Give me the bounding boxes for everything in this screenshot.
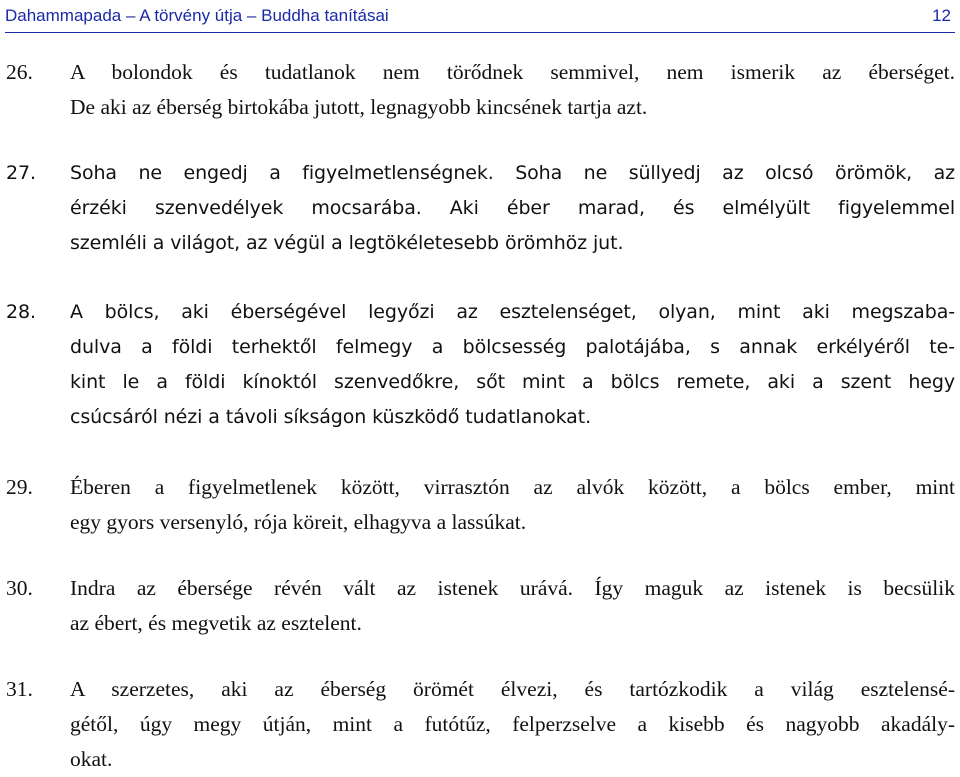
- verse-number: 30.: [6, 576, 33, 600]
- verse-line: Indra az ébersége révén vált az istenek urává. Így maguk az istenek is becsülik: [70, 576, 955, 600]
- verse-29: [6, 470, 955, 540]
- verse-30: [6, 571, 955, 641]
- verse-number: 29.: [6, 475, 33, 499]
- verse-text: [70, 571, 955, 641]
- verse-line: A bolondok és tudatlanok nem törődnek semmivel, nem ismerik az éberséget.: [70, 60, 955, 84]
- verse-line: egy gyors versenyló, rója köreit, elhagyva a lassúkat.: [70, 510, 527, 534]
- verse-number: 26.: [6, 60, 33, 84]
- verse-line: A szerzetes, aki az éberség örömét élvezi, és tartózkodik a világ esztelensé-: [70, 677, 955, 701]
- verse-line: az ébert, és megvetik az esztelent.: [70, 611, 362, 635]
- header-title: Dahammapada – A törvény útja – Buddha tanításai: [5, 6, 389, 25]
- verse-line: De aki az éberség birtokába jutott, legnagyobb kincsének tartja azt.: [70, 95, 648, 119]
- verse-line: kint le a földi kínoktól szenvedőkre, sőt mint a bölcs remete, aki a szent hegy: [70, 371, 955, 393]
- verse-line: Soha ne engedj a figyelmetlenségnek. Soha ne süllyedj az olcsó örömök, az: [70, 162, 955, 184]
- verse-text: [70, 156, 955, 261]
- verse-line: okat.: [70, 747, 113, 771]
- verse-26: [6, 55, 955, 125]
- page-number: 12: [932, 6, 951, 25]
- verse-line: gétől, úgy megy útján, mint a futótűz, felperzselve a kisebb és nagyobb akadály-: [70, 712, 955, 736]
- verse-31: [6, 672, 955, 777]
- verse-line: Éberen a figyelmetlenek között, virrasztón az alvók között, a bölcs ember, mint: [70, 475, 955, 499]
- verse-line: csúcsáról nézi a távoli síkságon küszködő tudatlanokat.: [70, 406, 592, 428]
- running-header: [5, 4, 955, 28]
- verse-text: [70, 470, 955, 540]
- verse-number: 27.: [6, 162, 36, 184]
- verse-27: [6, 156, 955, 261]
- verse-text: [70, 55, 955, 125]
- verse-28: [6, 295, 955, 435]
- verse-line: dulva a földi terhektől felmegy a bölcsesség palotájába, s annak erkélyéről te-: [70, 336, 955, 358]
- verse-line: érzéki szenvedélyek mocsarába. Aki éber marad, és elmélyült figyelemmel: [70, 197, 955, 219]
- verse-text: [70, 295, 955, 435]
- header-divider: [5, 32, 955, 33]
- verse-line: szemléli a világot, az végül a legtökéletesebb örömhöz jut.: [70, 232, 624, 254]
- verse-number: 28.: [6, 301, 36, 323]
- verse-number: 31.: [6, 677, 33, 701]
- verse-line: A bölcs, aki éberségével legyőzi az esztelenséget, olyan, mint aki megszaba-: [70, 301, 955, 323]
- verse-text: [70, 672, 955, 777]
